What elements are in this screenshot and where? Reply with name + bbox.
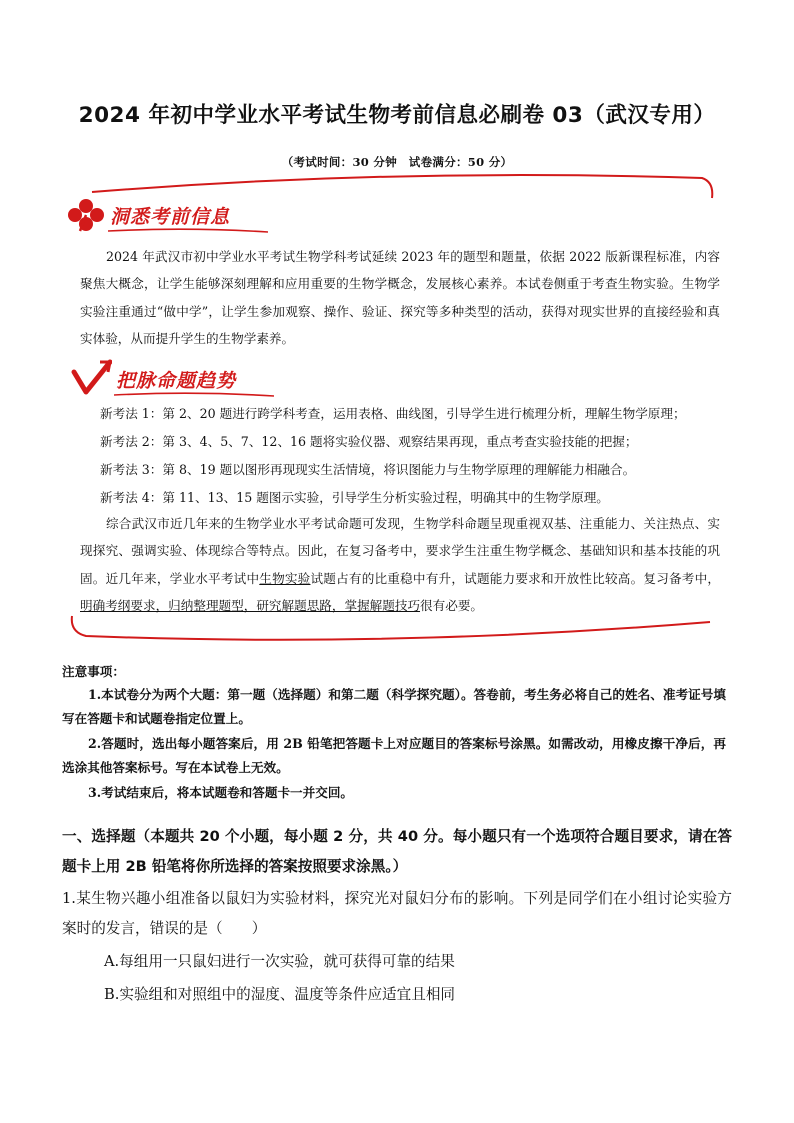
question-section-heading: 一、选择题（本题共 20 个小题，每小题 2 分，共 40 分。每小题只有一个选项符合题目要求，请在答题卡上用 2B 铅笔将你所选择的答案按照要求涂黑。）	[62, 828, 732, 875]
notes-title: 注意事项：	[62, 664, 125, 679]
trend-line: 新考法 2：第 3、4、5、7、12、16 题将实验仪器、观察结果再现，重点考查实验技能的把握；	[100, 434, 638, 449]
section-heading-exam-info	[66, 198, 266, 234]
trend-line: 新考法 3：第 8、19 题以图形再现现实生活情境，将识图能力与生物学原理的理解能力相融合。	[100, 462, 636, 477]
note-item: 2.答题时，选出每小题答案后，用 2B 铅笔把答题卡上对应题目的答案标号涂黑。如需改动，用橡皮擦干净后，再选涂其他答案标号。写在本试卷上无效。	[62, 735, 726, 776]
question-1: 1.某生物兴趣小组准备以鼠妇为实验材料，探究光对鼠妇分布的影响。下列是同学们在小组讨论实验方案时的发言，错误的是（ ）	[62, 890, 732, 937]
trend-line: 新考法 4：第 11、13、15 题图示实验，引导学生分析实验过程，明确其中的生物学原理。	[100, 490, 609, 505]
summary-text: 很有必要。	[420, 597, 483, 613]
exam-info-paragraph	[80, 243, 720, 352]
check-arrow-icon	[70, 358, 112, 398]
trend-summary	[80, 510, 720, 619]
exam-info: （考试时间：30 分钟 试卷满分：50 分）	[281, 155, 513, 169]
section-heading-label: 把脉命题趋势	[116, 370, 237, 392]
option-a: A.每组用一只鼠妇进行一次实验，就可获得可靠的结果	[104, 953, 455, 970]
summary-highlight: 生物实验	[259, 570, 311, 586]
note-item: 1.本试卷分为两个大题：第一题（选择题）和第二题（科学探究题）。答卷前，考生务必将自己的姓名、准考证号填写在答题卡和试题卷指定位置上。	[62, 687, 726, 727]
page-title: 2024 年初中学业水平考试生物考前信息必刷卷 03（武汉专用）	[78, 103, 716, 128]
clover-icon	[66, 198, 106, 232]
summary-highlight: 明确考纲要求，归纳整理题型，研究解题思路，掌握解题技巧	[80, 597, 421, 613]
trend-line: 新考法 1：第 2、20 题进行跨学科考查，运用表格、曲线图，引导学生进行梳理分析，理解生物学原理；	[100, 406, 686, 421]
exam-info-text: 2024 年武汉市初中学业水平考试生物学科考试延续 2023 年的题型和题量，依据 2022 版新课程标准，内容聚焦大概念，让学生能够深刻理解和应用重要的生物学概念，发展核心素养。本试卷侧重于考查生物实验。生物学实验注重通过“做中学”，让学生参加观察、操作、验证、探究等多种类型的活动，获得对现实世界的直接经验和真实体验，从而提升学生的生物学素养。	[80, 249, 720, 346]
note-item: 3.考试结束后，将本试题卷和答题卡一并交回。	[88, 784, 354, 800]
notes-list	[62, 683, 726, 805]
heading-underline	[114, 392, 274, 398]
summary-text: 试题占有的比重稳中有升，试题能力要求和开放性比较高。复习备考中，	[310, 570, 721, 586]
summary-text: 综合武汉市近几年来的生物学业水平考试命题可发现，生物学科命题呈现重视双基、注重能力、关注热点、实现探究、强调实验、体现综合等特点。因此，在复习备考中，要求学生注重生物学概念、基础知识和基本技能的巩固。近几年来，学业水平考试中	[80, 516, 720, 586]
section-heading-trend	[70, 358, 290, 398]
option-b: B.实验组和对照组中的湿度、温度等条件应适宜且相同	[104, 986, 456, 1003]
section-heading-label: 洞悉考前信息	[110, 206, 231, 228]
heading-underline	[108, 228, 268, 234]
